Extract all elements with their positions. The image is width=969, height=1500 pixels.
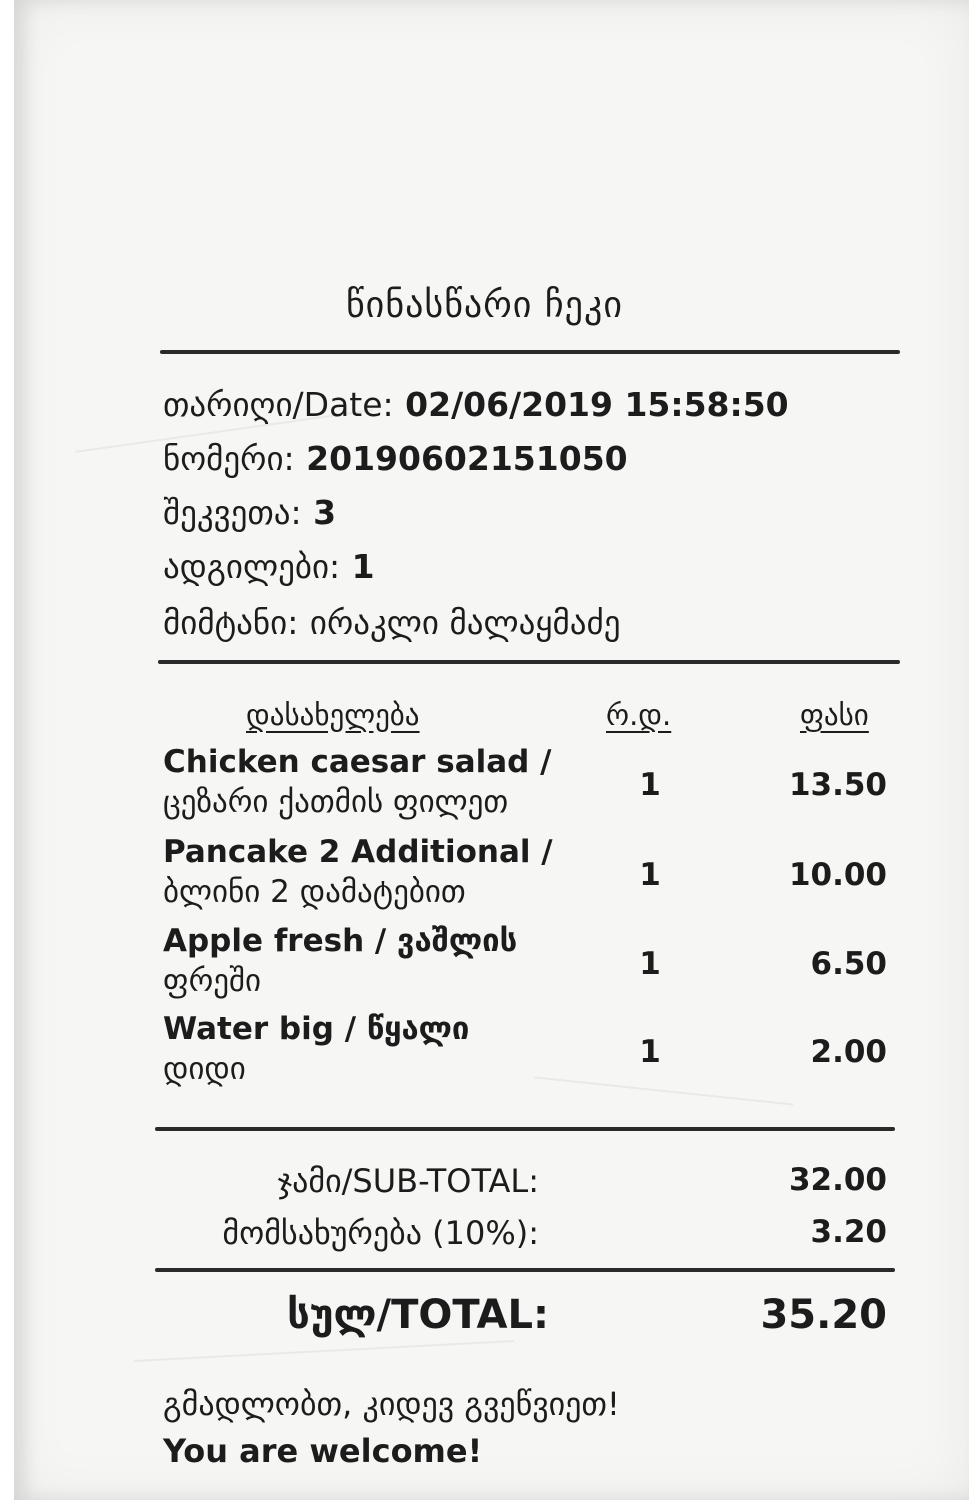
seats-row [163,547,375,586]
date-label: თარიღი/Date: [163,385,394,424]
divider [160,350,900,354]
paper-crease [134,1340,514,1362]
item-qty: 1 [639,1034,661,1070]
item-name [163,742,593,822]
item-name-line: Chicken caesar salad / [163,744,552,780]
divider [155,1127,895,1131]
welcome-message: You are welcome! [163,1432,483,1470]
item-qty: 1 [639,946,661,982]
waiter-label: მიმტანი: [163,603,299,642]
seats-value: 1 [351,547,375,586]
item-name-line: ბლინი 2 დამატებით [163,874,466,910]
item-price: 10.00 [788,857,887,893]
waiter-row [163,603,620,642]
service-value: 3.20 [810,1214,887,1250]
subtotal-label: ჯამი/SUB-TOTAL: [277,1162,539,1200]
item-name [163,921,593,1001]
number-value: 20190602151050 [306,439,628,478]
item-qty: 1 [639,857,661,893]
total-value: 35.20 [760,1292,887,1338]
orders-label: შეკვეთა: [163,493,302,532]
waiter-value: ირაკლი მალაყმაძე [309,603,621,642]
item-name [163,832,593,912]
receipt-title: წინასწარი ჩეკი [346,285,623,326]
item-qty: 1 [639,767,661,803]
item-price: 2.00 [810,1034,887,1070]
subtotal-value: 32.00 [788,1162,887,1198]
item-name-line: ცეზარი ქათმის ფილეთ [163,784,509,820]
total-label: სულ/TOTAL: [287,1292,549,1338]
item-name-line: Pancake 2 Additional / [163,834,553,870]
divider [155,1268,895,1272]
item-name [163,1009,593,1089]
column-header-qty: რ.დ. [606,698,672,732]
thanks-message: გმადლობთ, კიდევ გვეწვიეთ! [163,1385,620,1423]
number-row [163,439,628,478]
column-header-price: ფასი [800,698,869,732]
item-name-line: Apple fresh / ვაშლის [163,923,518,959]
item-name-line: დიდი [163,1051,246,1087]
date-value: 02/06/2019 15:58:50 [405,385,789,424]
number-label: ნომერი: [163,439,295,478]
column-header-name: დასახელება [246,698,420,732]
service-label: მომსახურება (10%): [222,1214,539,1252]
date-row [163,385,789,424]
seats-label: ადგილები: [163,547,341,586]
item-price: 13.50 [788,767,887,803]
orders-row [163,493,336,532]
item-price: 6.50 [810,946,887,982]
divider [158,660,900,664]
item-name-line: Water big / წყალი [163,1011,470,1047]
item-name-line: ფრეში [163,963,262,999]
orders-value: 3 [313,493,337,532]
